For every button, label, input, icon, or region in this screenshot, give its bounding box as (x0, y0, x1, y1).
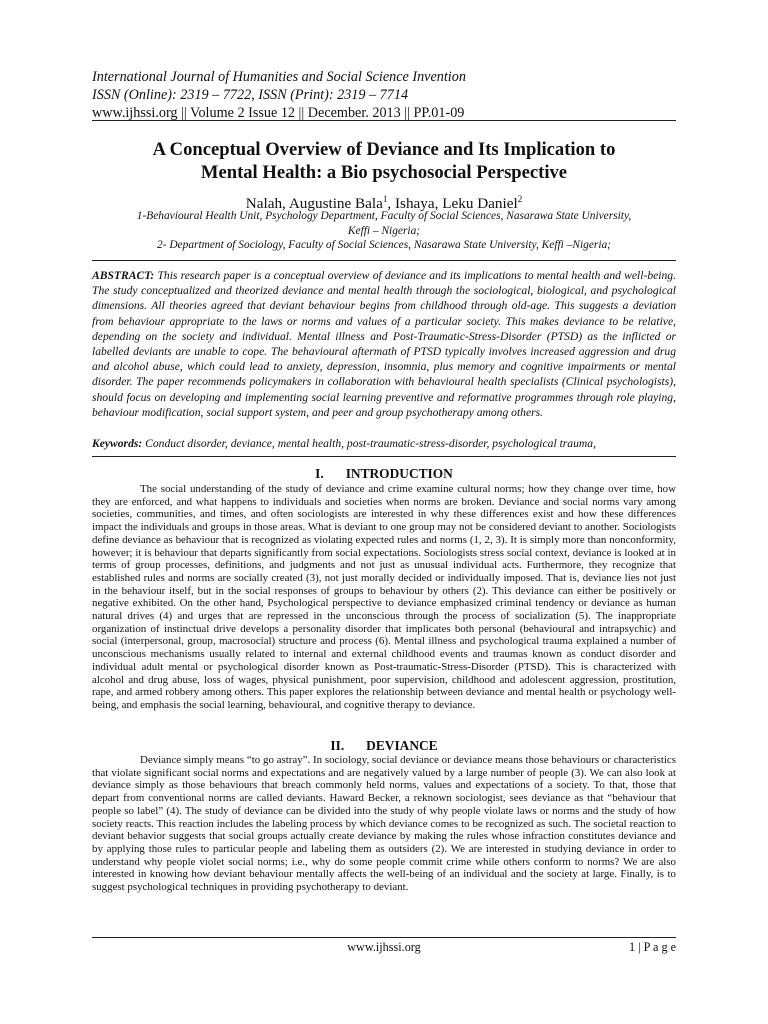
journal-header (92, 68, 692, 122)
section-heading-deviance (92, 738, 676, 754)
header-divider (92, 120, 676, 121)
author-1: Nalah, Augustine Bala (245, 195, 383, 213)
section-title: INTRODUCTION (345, 466, 453, 481)
affiliation-1-line-2: Keffi – Nigeria; (347, 224, 421, 237)
deviance-paragraph: Deviance simply means “to go astray”. In sociology, social deviance or deviance means those behaviours or characteristics that violate significant social norms and expectations and are negatively valued by a large number of people (3). We can also look at deviance simply as those behaviours that breach commonly held norms, values and expectations of a society. To that, those that depart from conventional norms are called deviants. Haward Becker, a reknown sociologist, sees deviance as that “behaviour that people so label” (4). The study of deviance can be divided into the study of why people violate laws or norms and the study of how society reacts. This reaction includes the labeling process by which deviance comes to be recognized as such. The societal reaction to deviant behavior suggests that social groups actually create deviance by making the rules whose infraction constitutes deviance and by applying those rules to particular people and labeling them as outsiders (2). We are interested in studying deviance in order to understand why people violet social norms; i.e., why do some people commit crime while others conform to norms? We are also interested in knowing how deviant behaviour mentally affects the well-being of an individual and the society at large. Finally, is to suggest psychological techniques in providing psychotherapy to deviant. (92, 754, 676, 894)
author-1-affil-mark: 1 (382, 194, 388, 204)
author-2-affil-mark: 2 (517, 194, 523, 204)
keywords (92, 436, 676, 451)
author-2: , Ishaya, Leku Daniel (387, 195, 518, 213)
journal-issue-line: www.ijhssi.org || Volume 2 Issue 12 || December. 2013 || PP.01-09 (92, 105, 465, 121)
affiliation-2: 2- Department of Sociology, Faculty of Social Sciences, Nasarawa State University, Keffi –Nigeria; (157, 239, 611, 252)
section-title: DEVIANCE (366, 738, 438, 753)
affiliation-1-line-1: 1-Behavioural Health Unit, Psychology Department, Faculty of Social Sciences, Nasarawa State University, (136, 210, 632, 222)
paper-title (92, 138, 676, 184)
introduction-paragraph: The social understanding of the study of deviance and crime examine cultural norms; how they change over time, how they are enforced, and what happens to individuals and societies when norms are broken. Deviance and social norms vary among societies, communities, and times, and often sociologists are interested in why these differences exist and how these differences impact the individuals and groups in those areas. What is deviant to one group may not be considered deviant to another. Sociologists define deviance as behaviour that is recognized as violating expected rules and norms (1, 2, 3). It is simply more than nonconformity, however; it is behaviour that departs significantly from social expectations. Sociologists stress social context, deviance is looked at in terms of group processes, definitions, and judgments and not just as unusual individual acts. Furthermore, they recognize that established rules and norms are socially created (3), not just morally decided or individually imposed. That is, deviance lies not just in the behaviour itself, but in the social responses of groups to behaviour by others (2). This deviance can either be positively or negative exhibited. On the other hand, Psychological perspective to deviance emphasized criminal tendency or deviance as human natural drives (4) and urges that are repressed in the unconscious through the process of socialization (5). The inappropriate organization of instinctual drive develops a personality disorder that implicates both personal (behavioural and intrapsychic) and social (interpersonal, group, macrosocial) structure and process (6). Mental illness and psychological trauma explained a number of unconscious mechanisms usually related to internal and external childhood events and traumas known as conduct disorder and individual adult mental or psychological disorder known as Post-traumatic-Stress-Disorder (PTSD). This is characterized with alcohol and drug abuse, loss of wages, physical punishment, poor supervision, childhood and adolescent aggression, prostitution, rape, and armed robbery among others. This paper explores the relationship between deviance and mental health or psychology well-being, and emphasis the social learning, behavioural, and cognitive therapy to deviance. (92, 483, 676, 711)
title-line-1: A Conceptual Overview of Deviance and Its Implication to (152, 139, 616, 160)
abstract-text: This research paper is a conceptual overview of deviance and its implications to mental health and well-being. The study conceptualized and theorized deviance and mental health through the sociological, biological, and psychological dimensions. All theories agreed that deviant behaviour begins from childhood through old-age. This suggests a deviation from behaviour appropriate to the laws or norms and values of a particular society. This makes deviance to be relative, depending on the society and individual. Mental illness and Post-Traumatic-Stress-Disorder (PTSD) as the inflicted or labelled deviants are unable to cope. The behavioural aftermath of PTSD typically involves increased aggression and drug and alcohol abuse, which could lead to anxiety, depression, insomnia, plus memory and cognitive impairments or mental disorder. The paper recommends policymakers in collaboration with behavioural health specialists (Clinical psychologists), should focus on developing and implementing social learning preventive and reformative programmes through role playing, behaviour modification, social support system, and peer and group psychotherapy among others. (92, 269, 676, 419)
journal-name: International Journal of Humanities and Social Science Invention (92, 69, 466, 85)
section-number: II. (330, 738, 345, 753)
keywords-bottom-divider (92, 456, 676, 457)
title-line-2: Mental Health: a Bio psychosocial Perspective (200, 162, 568, 183)
keywords-label: Keywords: (92, 437, 143, 450)
abstract (92, 268, 676, 420)
abstract-top-divider (92, 260, 676, 261)
footer-page-number: 1 | P a g e (628, 940, 676, 954)
journal-issn: ISSN (Online): 2319 – 7722, ISSN (Print): 2319 – 7714 (92, 87, 409, 103)
footer-divider (92, 937, 676, 938)
footer-website: www.ijhssi.org (347, 940, 421, 954)
abstract-label: ABSTRACT: (92, 269, 155, 282)
keywords-text: Conduct disorder, deviance, mental health, post-traumatic-stress-disorder, psychological trauma, (142, 437, 596, 450)
section-heading-introduction (92, 466, 676, 482)
section-number: I. (315, 466, 324, 481)
affiliations (92, 209, 676, 253)
